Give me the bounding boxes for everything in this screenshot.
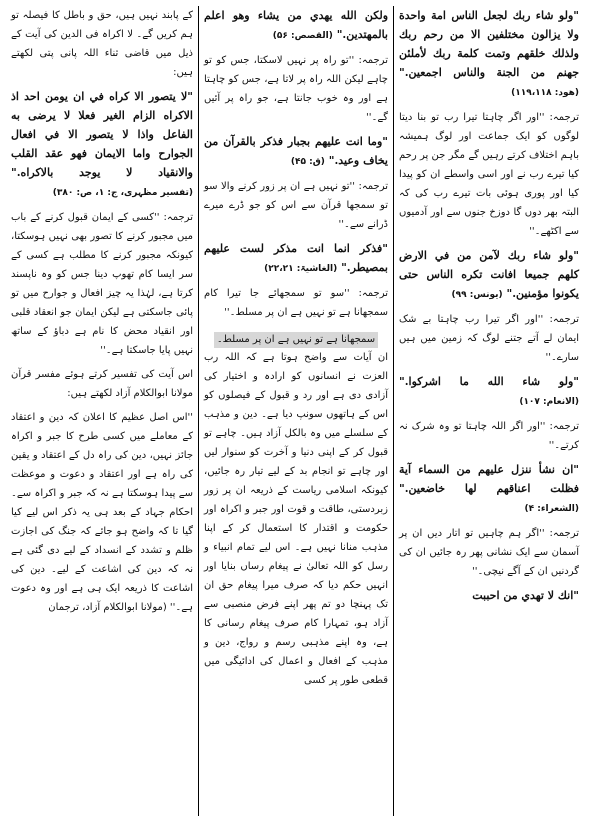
arabic-quote	[204, 132, 388, 172]
reference-citation: (القصص: ۵۶)	[272, 31, 333, 41]
block-text: ترجمہ: ''سو تو سمجھائے جا تیرا کام سمجھانا ہے تو نہیں ہے ان پر مسلط۔''	[204, 288, 388, 318]
column-right	[394, 6, 584, 816]
block-text: ولكن الله يهدي من يشاء وهو اعلم بالمهتدين."	[204, 9, 388, 41]
arabic-quote	[204, 239, 388, 279]
block-text: ترجمہ: ''اگر ہم چاہیں تو اتار دیں ان پر آسمان سے ایک نشانی پھر رہ جائیں ان کی گردنیں ان کے آگے نیچی۔''	[399, 528, 579, 577]
block-text: "فذكر انما انت مذكر لست عليهم بمصيطر."	[204, 242, 388, 274]
block-text: ترجمہ: ''تو نہیں ہے ان پر زور کرنے والا سو تو سمجھا قرآن سے اس کو جو ڈرے میرے ڈرانے سے۔''	[204, 181, 388, 230]
arabic-quote	[399, 586, 579, 605]
arabic-quote	[399, 460, 579, 519]
block-text: کے پابند نہیں ہیں، حق و باطل کا فیصلہ تو ہم کریں گے۔ لا اکراہ فی الدین کی آیت کے ذیل میں قاضی ثناء اللہ پانی پتی لکھتے ہیں:	[11, 10, 193, 78]
block-text: اس آیت کی تفسیر کرتے ہوئے مفسر قرآن مولانا ابوالکلام آزاد لکھتے ہیں:	[11, 369, 193, 399]
block-text: ترجمہ: ''کسی کے ایمان قبول کرنے کے باب میں مجبور کرنے کا تصور بھی نہیں ہوسکتا، کیونکہ مجبور کرنے کا مطلب ہے کسی کے سر ایسا کام تھوپ دینا جس کو وہ ناپسند کرتا ہے، لہٰذا یہ چیز افعال و جوارح میں تو پائی جاسکتی ہے لیکن ایمان جو انعقاد قلبی اور انقیاد محض کا نام ہے دباؤ کے ساتھ نہیں پایا جاسکتا ہے۔''	[11, 212, 193, 356]
urdu-paragraph	[399, 108, 579, 241]
column-left	[6, 6, 198, 816]
block-text: "ولو شاء ربك لآمن من في الارض كلهم جميعا افانت تكره الناس حتى يكونوا مؤمنين."	[399, 249, 579, 300]
block-text: "لا يتصور الا كراه في ان يومن احد اذ الاكراه الزام الغير فعلا لا يرضى به الفاعل واذا لا يتصور الا في افعال الجوارح واما الايمان فهو عقد القلب والانقياد لا يوجد بالاكراه."	[11, 90, 193, 179]
block-text: ترجمہ: ''اور اگر اللہ چاہتا تو وہ شرک نہ کرتے۔''	[399, 421, 579, 451]
block-text: "وما انت عليهم بجبار فذكر بالقرآن من يخاف وعيد."	[204, 135, 388, 167]
urdu-paragraph	[204, 348, 388, 690]
urdu-paragraph	[11, 208, 193, 360]
urdu-paragraph	[204, 177, 388, 234]
highlighted-phrase: سمجھانا ہے تو نہیں ہے ان پر مسلط۔	[214, 332, 378, 348]
block-text: ترجمہ: ''تو راہ پر نہیں لاسکتا، جس کو تو چاہے لیکن اللہ راہ پر لاتا ہے، جس کو چاہتا ہے اور وہ خوب جانتا ہے، جو راہ پر آئیں گے۔''	[204, 55, 388, 123]
arabic-quote	[204, 6, 388, 46]
highlight-wrapper	[204, 327, 388, 348]
column-middle	[198, 6, 394, 816]
arabic-quote	[399, 372, 579, 412]
reference-citation: (ق: ۴۵)	[290, 157, 325, 167]
reference-citation: (تفسیر مظہری، ج: ۱، ص: ۳۸۰)	[52, 188, 193, 198]
block-text: ان آیات سے واضح ہوتا ہے کہ اللہ رب العزت نے انسانوں کو ارادہ و اختیار کی آزادی دی ہے اور رد و قبول کے فیصلوں کو اس کے ہاتھوں سونپ دیا ہے۔ دین و مذہب کے سلسلے میں وہ بالکل آزاد ہیں۔ چاہے تو قبول کر کے اپنی دنیا و آخرت کو سنوار لیں اور چاہے تو انجام بد کے لیے تیار رہ جائیں، کیونکہ اسلامی ریاست کے ذریعہ ان پر زور زبردستی، طاقت و قوت اور جبر و اکراہ اور حکومت و اقتدار کا استعمال کر کے اپنا مذہب منانا نہیں ہے۔ اس لیے تمام انبیاء و رسل کو اللہ تعالیٰ نے پیغام رساں بنایا اور انہیں حکم دیا کہ صرف میرا پیغام حق ان تک پہنچا دو تم پھر اپنے فرض منصبی سے آزاد ہو، تمہارا کام صرف پیغام رسانی کا ہے، وہ اپنے مذہبی رسم و رواج، دین و مذہب کے افعال و اعمال کی ادائیگی میں قطعی طور پر کسی	[204, 352, 388, 686]
block-text: ''اس اصل عظیم کا اعلان کہ دین و اعتقاد کے معاملے میں کسی طرح کا جبر و اکراہ جائز نہیں، دین کی راہ دل کے اعتقاد و یقین کی راہ ہے اور اعتقاد و دعوت و موعظت سے پیدا ہوسکتا ہے نہ کہ جبر و اکراہ سے۔ احکام جہاد کے بعد ہی یہ ذکر اس لیے کیا گیا تا کہ واضح ہو جائے کہ جنگ کی اجازت ظلم و تشدد کے انسداد کے لیے دی گئی ہے نہ کہ دین کی اشاعت کے لیے۔ دین کی اشاعت کا ذریعہ ایک ہی ہے اور وہ دعوت ہے۔'' (مولانا ابوالکلام آزاد، ترجمان	[11, 412, 193, 613]
reference-citation: (الشعراء: ۴)	[524, 504, 579, 514]
reference-citation: (ھود: ۱۱۹،۱۱۸)	[511, 88, 579, 98]
arabic-quote	[399, 6, 579, 103]
block-text: ترجمہ: ''اور اگر چاہتا تیرا رب تو بنا دیتا لوگوں کو ایک جماعت اور لوگ ہمیشہ باہم اختلاف کرتے رہیں گے مگر جن پر رحم کیا تیرے رب نے اور اسی واسطے ان کو پیدا کیا اور پوری ہوئی بات تیرے رب کی کہ البتہ بھر دوں گا دوزخ جنوں سے اور آدمیوں سے اکٹھے۔''	[399, 112, 579, 237]
urdu-paragraph	[11, 365, 193, 403]
block-text: "ولو شاء ربك لجعل الناس امة واحدة ولا يزالون مختلفين الا من رحم ربك ولذلك خلقهم وتمت كلمة ربك لأملئن جهنم من الجنة والناس اجمعين."	[399, 9, 579, 79]
block-text: "انك لا تهدي من احببت	[472, 589, 579, 602]
urdu-paragraph	[11, 6, 193, 82]
urdu-paragraph	[204, 284, 388, 322]
arabic-quote	[399, 246, 579, 305]
block-text: "ولو شاء الله ما اشركوا."	[399, 375, 579, 388]
block-text: "ان نشأ ننزل عليهم من السماء آية فظلت اعناقهم لها خاضعين."	[399, 463, 579, 495]
urdu-paragraph	[204, 51, 388, 127]
arabic-quote	[11, 87, 193, 203]
urdu-paragraph	[399, 417, 579, 455]
urdu-paragraph	[399, 310, 579, 367]
reference-citation: (الغاشیۃ: ۲۲،۲۱)	[264, 264, 338, 274]
reference-citation: (یونس: ۹۹)	[451, 290, 503, 300]
reference-citation: (الانعام: ۱۰۷)	[519, 397, 579, 407]
block-text: ترجمہ: ''اور اگر تیرا رب چاہتا بے شک ایمان لے آتے جتنے لوگ کہ زمین میں ہیں سارے۔''	[399, 314, 579, 363]
urdu-paragraph	[11, 408, 193, 617]
urdu-paragraph	[399, 524, 579, 581]
